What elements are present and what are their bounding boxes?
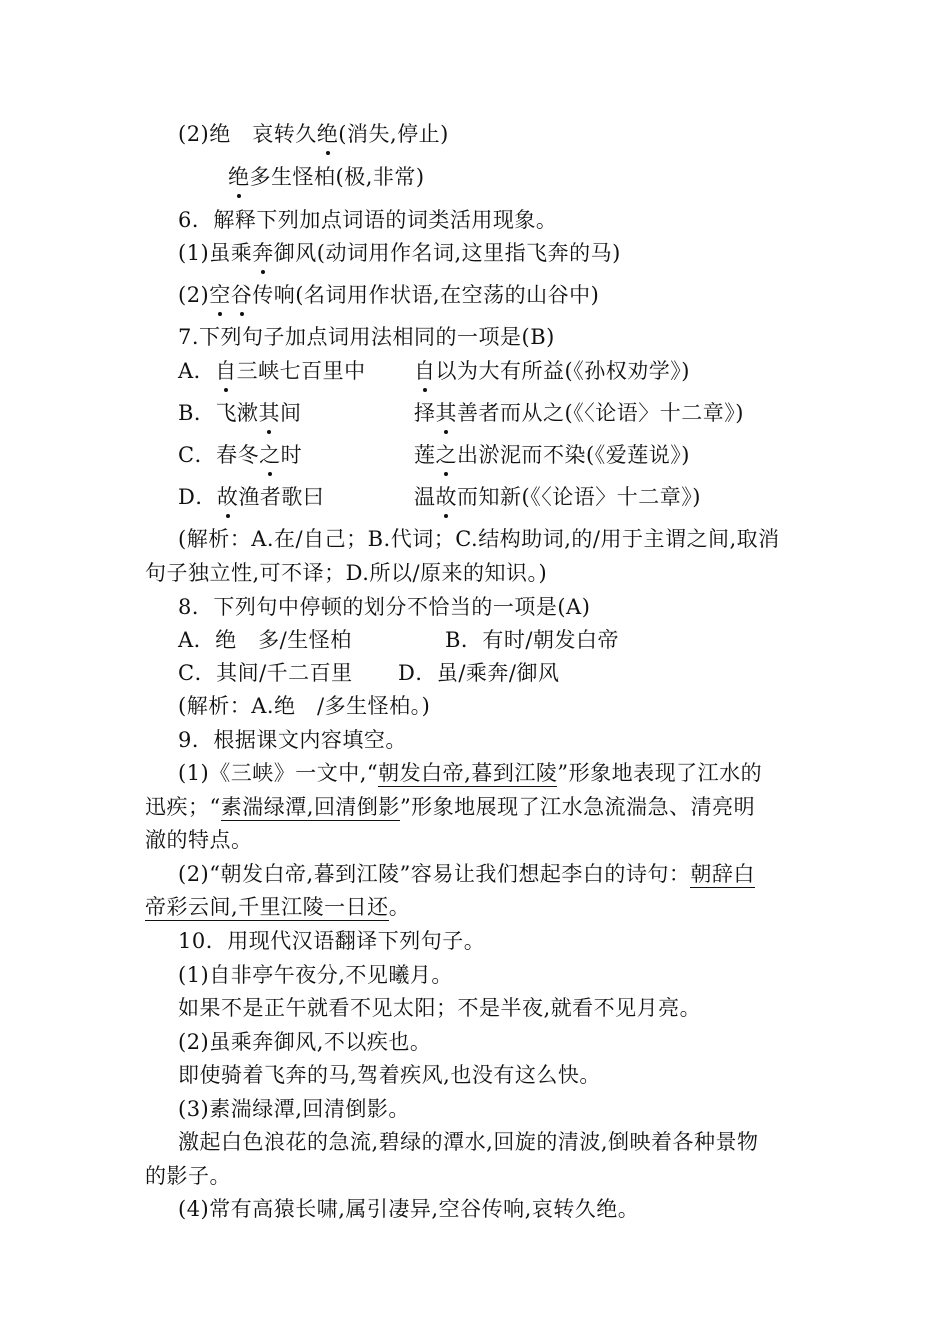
q6-item-2: (2)空谷传响(名词用作状语,在空荡的山谷中) [178, 280, 599, 310]
q9-part-2-line-1: (2)“朝发白帝,暮到江陵”容易让我们想起李白的诗句：朝辞白 [178, 862, 755, 886]
q7-option-b: B．飞漱其间 择其善者而从之(《〈论语〉十二章》) [178, 398, 878, 428]
emphasis-dot-char: 之 [259, 440, 281, 470]
emphasis-dot-char: 自 [414, 356, 436, 386]
q7-analysis-line-1: (解析：A.在/自己；B.代词；C.结构助词,的/用于主谓之间,取消 [178, 527, 780, 551]
q10-sentence-2: (2)虽乘奔御风,不以疾也。 [178, 1030, 432, 1054]
q8-option-a: A．绝 多/生怪柏 [178, 628, 352, 652]
emphasis-dot-char: 绝 [317, 119, 339, 149]
emphasis-dot-char: 故 [436, 482, 458, 512]
emphasis-dot-char: 谷 [231, 280, 253, 310]
q8-option-c: C．其间/千二百里 [178, 661, 353, 685]
q10-translation-1: 如果不是正午就看不见太阳；不是半夜,就看不见月亮。 [178, 996, 702, 1020]
answer-underline: 朝发白帝 [378, 761, 465, 785]
answer-underline: 暮到江陵 [471, 761, 558, 785]
q10-sentence-1: (1)自非亭午夜分,不见曦月。 [178, 963, 453, 987]
emphasis-dot-char: 奔 [252, 238, 274, 268]
q10-translation-3-line-2: 的影子。 [145, 1164, 231, 1188]
q9-part-2-line-2: 帝彩云间,千里江陵一日还。 [145, 895, 411, 919]
answer-underline: , [464, 761, 472, 785]
answer-underline: 千里江陵一日还 [238, 895, 389, 919]
q10-translation-3-line-1: 激起白色浪花的急流,碧绿的潭水,回旋的清波,倒映着各种景物 [178, 1130, 759, 1154]
q6-item-1: (1)虽乘奔御风(动词用作名词,这里指飞奔的马) [178, 238, 621, 268]
q9-part-1-line-3: 澈的特点。 [145, 828, 253, 852]
q10-sentence-3: (3)素湍绿潭,回清倒影。 [178, 1097, 410, 1121]
q9-title: 9．根据课文内容填空。 [178, 728, 407, 752]
q8-title: 8．下列句中停顿的划分不恰当的一项是(A) [178, 595, 591, 619]
q7-title: 7.下列句子加点词用法相同的一项是(B) [178, 325, 555, 349]
q7-option-a: A．自三峡七百里中 自以为大有所益(《孙权劝学》) [178, 356, 878, 386]
q7-option-d: D．故渔者歌曰 温故而知新(《〈论语〉十二章》) [178, 482, 878, 512]
emphasis-dot-char: 其 [258, 398, 280, 428]
answer-underline: 帝彩云间 [145, 895, 231, 919]
answer-underline: 回清倒影 [313, 795, 400, 819]
emphasis-dot-char: 自 [215, 356, 237, 386]
q10-sentence-4: (4)常有高猿长啸,属引凄异,空谷传响,哀转久绝。 [178, 1197, 640, 1221]
emphasis-dot-char: 故 [217, 482, 239, 512]
q9-part-1-line-1: (1)《三峡》一文中,“朝发白帝,暮到江陵”形象地表现了江水的 [178, 761, 763, 785]
emphasis-dot-char: 其 [436, 398, 458, 428]
answer-underline: , [231, 895, 239, 919]
q8-option-d: D．虽/乘奔/御风 [398, 661, 560, 685]
answer-underline: , [306, 795, 314, 819]
emphasis-dot-char: 绝 [228, 162, 250, 192]
answer-underline: 朝辞白 [690, 862, 755, 886]
q5-line-2: (2)绝 哀转久绝(消失,停止) [178, 119, 449, 149]
emphasis-dot-char: 之 [436, 440, 458, 470]
q8-option-b: B．有时/朝发白帝 [445, 628, 620, 652]
q6-title: 6．解释下列加点词语的词类活用现象。 [178, 208, 558, 232]
answer-underline: 素湍绿潭 [220, 795, 307, 819]
q10-title: 10．用现代汉语翻译下列句子。 [178, 929, 486, 953]
q9-part-1-line-2: 迅疾；“素湍绿潭,回清倒影”形象地展现了江水急流湍急、清亮明 [145, 795, 756, 819]
emphasis-dot-char: 空 [209, 280, 231, 310]
q7-option-c: C．春冬之时 莲之出淤泥而不染(《爱莲说》) [178, 440, 878, 470]
q7-analysis-line-2: 句子独立性,可不译；D.所以/原来的知识。) [145, 561, 548, 585]
q10-translation-2: 即使骑着飞奔的马,驾着疾风,也没有这么快。 [178, 1063, 601, 1087]
q5-line-3: 绝多生怪柏(极,非常) [228, 162, 425, 192]
q8-analysis: (解析：A.绝 /多生怪柏。) [178, 694, 431, 718]
